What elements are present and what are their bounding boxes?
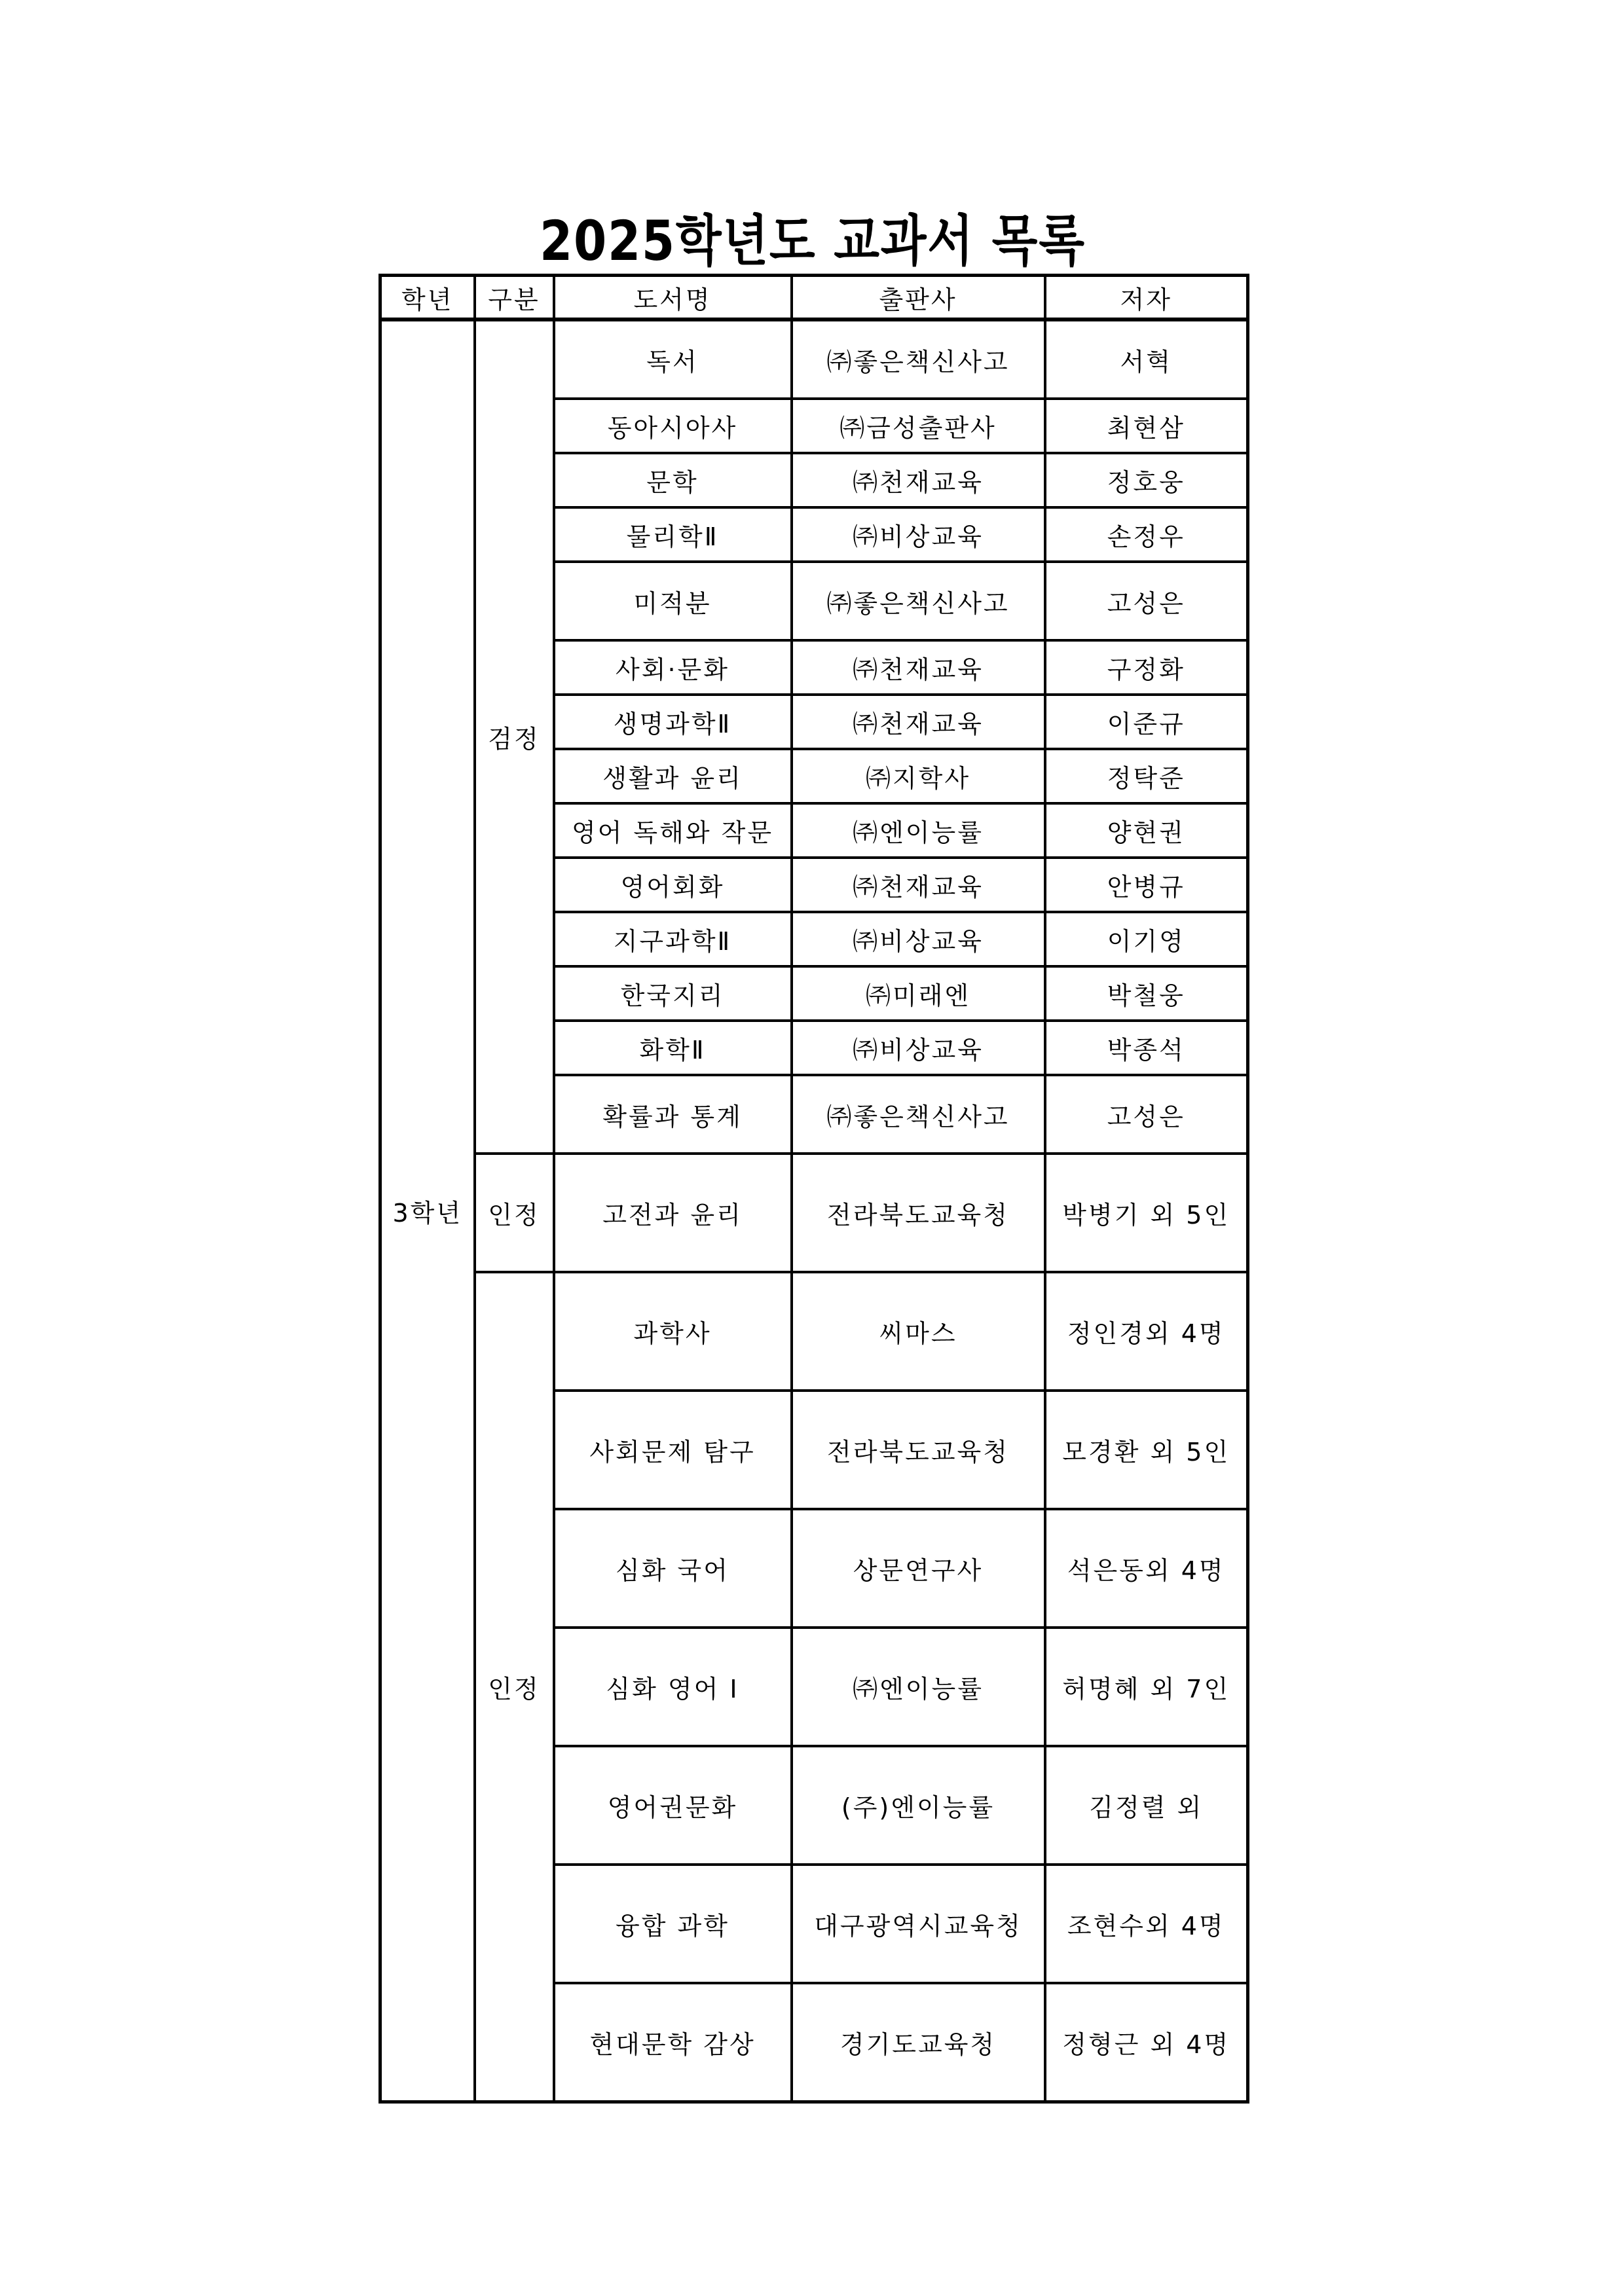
author-cell: 석은동외 4명 — [1045, 1509, 1248, 1628]
category-cell-injeong-group: 인정 — [475, 1272, 554, 2102]
book-title-cell: 융합 과학 — [554, 1865, 792, 1983]
book-title-cell: 화학Ⅱ — [554, 1021, 792, 1075]
header-row — [380, 276, 1248, 320]
author-cell: 고성은 — [1045, 562, 1248, 640]
book-title-cell: 독서 — [554, 319, 792, 399]
book-title-cell: 미적분 — [554, 562, 792, 640]
publisher-cell: 상문연구사 — [792, 1509, 1045, 1628]
publisher-cell: ㈜엔이능률 — [792, 1628, 1045, 1746]
publisher-cell: 전라북도교육청 — [792, 1391, 1045, 1509]
book-title-cell: 심화 영어 Ⅰ — [554, 1628, 792, 1746]
author-cell: 이준규 — [1045, 695, 1248, 749]
author-cell: 고성은 — [1045, 1075, 1248, 1154]
grade-cell: 3학년 — [380, 319, 475, 2102]
category-cell-geomjeong: 검정 — [475, 319, 554, 1154]
table-row — [380, 1154, 1248, 1272]
publisher-cell: 대구광역시교육청 — [792, 1865, 1045, 1983]
book-title-cell: 영어회화 — [554, 858, 792, 912]
book-title-cell: 생활과 윤리 — [554, 749, 792, 803]
publisher-cell: ㈜천재교육 — [792, 858, 1045, 912]
header-book-title: 도서명 — [554, 276, 792, 320]
header-category: 구분 — [475, 276, 554, 320]
book-title-cell: 동아시아사 — [554, 399, 792, 453]
publisher-cell: ㈜비상교육 — [792, 912, 1045, 966]
publisher-cell: ㈜지학사 — [792, 749, 1045, 803]
publisher-cell: ㈜천재교육 — [792, 640, 1045, 695]
textbook-table — [378, 274, 1249, 2104]
publisher-cell: ㈜좋은책신사고 — [792, 1075, 1045, 1154]
author-cell: 박종석 — [1045, 1021, 1248, 1075]
author-cell: 정형근 외 4명 — [1045, 1983, 1248, 2102]
author-cell: 정탁준 — [1045, 749, 1248, 803]
author-cell: 모경환 외 5인 — [1045, 1391, 1248, 1509]
header-grade: 학년 — [380, 276, 475, 320]
book-title-cell: 사회·문화 — [554, 640, 792, 695]
publisher-cell: 씨마스 — [792, 1272, 1045, 1391]
book-title-cell: 영어 독해와 작문 — [554, 803, 792, 858]
book-title-cell: 물리학Ⅱ — [554, 507, 792, 562]
publisher-cell: ㈜비상교육 — [792, 507, 1045, 562]
author-cell: 손정우 — [1045, 507, 1248, 562]
header-author: 저자 — [1045, 276, 1248, 320]
author-cell: 양현권 — [1045, 803, 1248, 858]
book-title-cell: 지구과학Ⅱ — [554, 912, 792, 966]
book-title-cell: 사회문제 탐구 — [554, 1391, 792, 1509]
publisher-cell: ㈜좋은책신사고 — [792, 562, 1045, 640]
publisher-cell: ㈜천재교육 — [792, 453, 1045, 507]
author-cell: 허명혜 외 7인 — [1045, 1628, 1248, 1746]
author-cell: 이기영 — [1045, 912, 1248, 966]
author-cell: 박병기 외 5인 — [1045, 1154, 1248, 1272]
author-cell: 정인경외 4명 — [1045, 1272, 1248, 1391]
book-title-cell: 고전과 윤리 — [554, 1154, 792, 1272]
book-title-cell: 심화 국어 — [554, 1509, 792, 1628]
publisher-cell: 경기도교육청 — [792, 1983, 1045, 2102]
publisher-cell: ㈜비상교육 — [792, 1021, 1045, 1075]
author-cell: 김정렬 외 — [1045, 1746, 1248, 1865]
book-title-cell: 과학사 — [554, 1272, 792, 1391]
publisher-cell: ㈜좋은책신사고 — [792, 319, 1045, 399]
header-publisher: 출판사 — [792, 276, 1045, 320]
book-title-cell: 영어권문화 — [554, 1746, 792, 1865]
author-cell: 박철웅 — [1045, 966, 1248, 1021]
book-title-cell: 문학 — [554, 453, 792, 507]
author-cell: 서혁 — [1045, 319, 1248, 399]
book-title-cell: 확률과 통계 — [554, 1075, 792, 1154]
author-cell: 구정화 — [1045, 640, 1248, 695]
publisher-cell: ㈜금성출판사 — [792, 399, 1045, 453]
page-title: 2025학년도 교과서 목록 — [539, 209, 1086, 273]
publisher-cell: 전라북도교육청 — [792, 1154, 1045, 1272]
author-cell: 안병규 — [1045, 858, 1248, 912]
book-title-cell: 현대문학 감상 — [554, 1983, 792, 2102]
publisher-cell: ㈜엔이능률 — [792, 803, 1045, 858]
author-cell: 최현삼 — [1045, 399, 1248, 453]
book-title-cell: 생명과학Ⅱ — [554, 695, 792, 749]
publisher-cell: ㈜천재교육 — [792, 695, 1045, 749]
publisher-cell: (주)엔이능률 — [792, 1746, 1045, 1865]
table-row — [380, 319, 1248, 399]
author-cell: 정호웅 — [1045, 453, 1248, 507]
publisher-cell: ㈜미래엔 — [792, 966, 1045, 1021]
category-cell-injeong: 인정 — [475, 1154, 554, 1272]
book-title-cell: 한국지리 — [554, 966, 792, 1021]
author-cell: 조현수외 4명 — [1045, 1865, 1248, 1983]
table-row — [380, 1272, 1248, 1391]
